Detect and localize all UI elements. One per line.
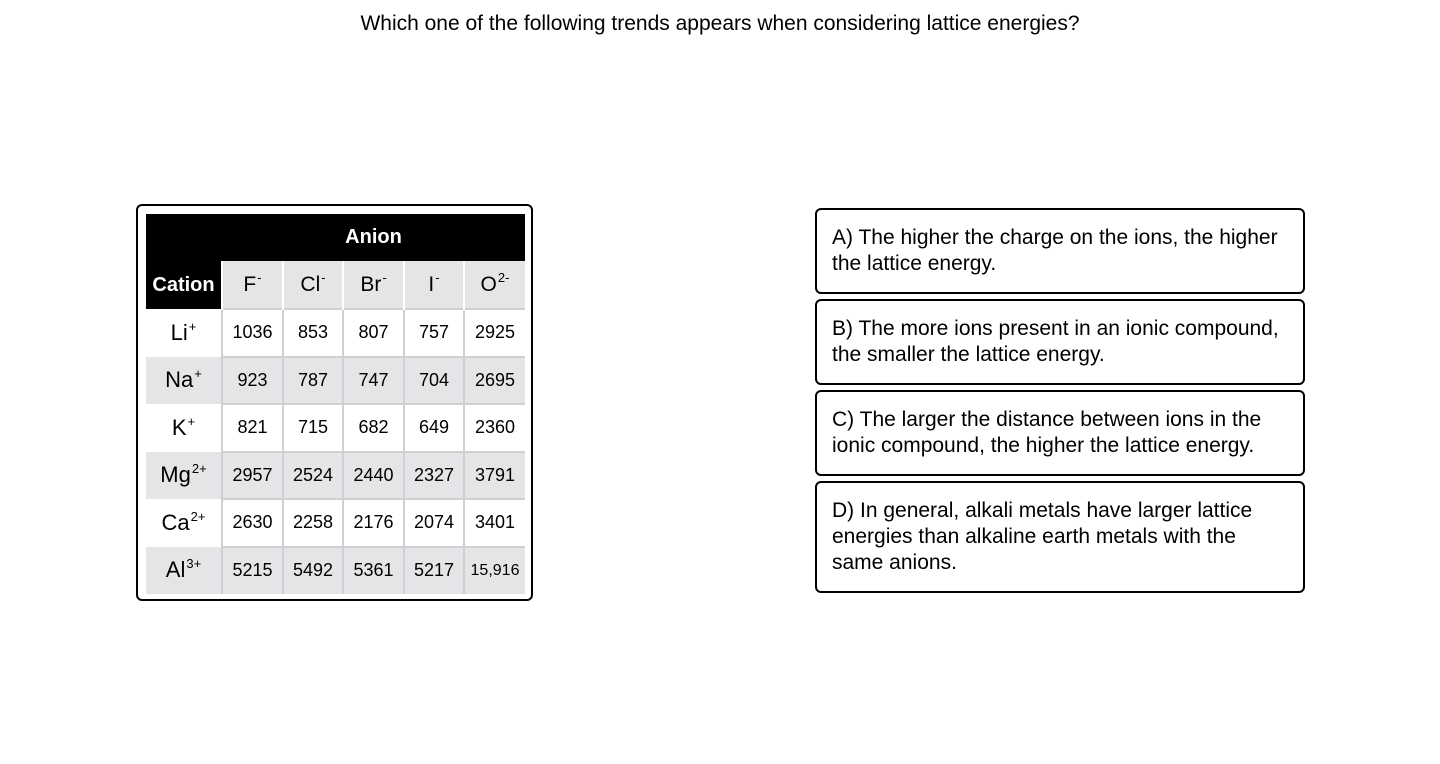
cation-header: Cation bbox=[146, 261, 222, 309]
table-cell: 5492 bbox=[283, 547, 343, 595]
table-cell: 2524 bbox=[283, 452, 343, 500]
table-cell: 2630 bbox=[222, 499, 283, 547]
answer-option-b[interactable]: B) The more ions present in an ionic compound, the smaller the lattice energy. bbox=[815, 299, 1305, 385]
table-cell: 2327 bbox=[404, 452, 464, 500]
anion-chloride: Cl- bbox=[283, 261, 343, 309]
table-row bbox=[146, 452, 525, 500]
table-corner-cell bbox=[146, 214, 222, 261]
table-cell: 715 bbox=[283, 404, 343, 452]
table-cell: 5215 bbox=[222, 547, 283, 595]
table-row bbox=[146, 547, 525, 595]
table-anion-header-row bbox=[146, 214, 525, 261]
table-cell: 5361 bbox=[343, 547, 404, 595]
anion-header: Anion bbox=[222, 214, 525, 261]
cation-cell: $Ca^{2+}$ bbox=[146, 499, 222, 547]
table-cell: 2074 bbox=[404, 499, 464, 547]
table-cell: 3791 bbox=[464, 452, 525, 500]
table-cell: 853 bbox=[283, 309, 343, 357]
cation-cell: Li+ bbox=[146, 309, 222, 357]
table-cell: 787 bbox=[283, 357, 343, 405]
table-cell: 2440 bbox=[343, 452, 404, 500]
table-row bbox=[146, 499, 525, 547]
answer-option-a[interactable]: A) The higher the charge on the ions, the higher the lattice energy. bbox=[815, 208, 1305, 294]
lattice-energy-table bbox=[146, 214, 525, 594]
cation-cell: K+ bbox=[146, 404, 222, 452]
lattice-energy-table-image bbox=[146, 214, 525, 594]
cation-cell: $Al^{3+}$ bbox=[146, 547, 222, 595]
table-cell: 2695 bbox=[464, 357, 525, 405]
cation-cell: Na+ bbox=[146, 357, 222, 405]
anion-fluoride: F- bbox=[222, 261, 283, 309]
table-ion-header-row bbox=[146, 261, 525, 309]
answer-option-c[interactable]: C) The larger the distance between ions in the ionic compound, the higher the lattice energy. bbox=[815, 390, 1305, 476]
table-cell: 747 bbox=[343, 357, 404, 405]
anion-oxide: $O^{2-}$ bbox=[464, 261, 525, 309]
table-cell: 821 bbox=[222, 404, 283, 452]
table-cell: 1036 bbox=[222, 309, 283, 357]
question-text: Which one of the following trends appears when considering lattice energies? bbox=[360, 12, 1080, 35]
table-cell: 2360 bbox=[464, 404, 525, 452]
table-cell: 15,916 bbox=[464, 547, 525, 595]
lattice-energy-table-card bbox=[136, 204, 533, 601]
table-cell: 5217 bbox=[404, 547, 464, 595]
table-cell: 682 bbox=[343, 404, 404, 452]
table-cell: 2925 bbox=[464, 309, 525, 357]
table-cell: 2258 bbox=[283, 499, 343, 547]
cation-cell: $Mg^{2+}$ bbox=[146, 452, 222, 500]
table-row bbox=[146, 357, 525, 405]
table-cell: 3401 bbox=[464, 499, 525, 547]
table-cell: 757 bbox=[404, 309, 464, 357]
table-cell: 807 bbox=[343, 309, 404, 357]
table-cell: 923 bbox=[222, 357, 283, 405]
answer-option-d[interactable]: D) In general, alkali metals have larger lattice energies than alkaline earth metals with the same anions. bbox=[815, 481, 1305, 593]
anion-bromide: Br- bbox=[343, 261, 404, 309]
table-row bbox=[146, 309, 525, 357]
anion-iodide: I- bbox=[404, 261, 464, 309]
table-cell: 2176 bbox=[343, 499, 404, 547]
table-cell: 2957 bbox=[222, 452, 283, 500]
table-cell: 649 bbox=[404, 404, 464, 452]
table-row bbox=[146, 404, 525, 452]
table-cell: 704 bbox=[404, 357, 464, 405]
